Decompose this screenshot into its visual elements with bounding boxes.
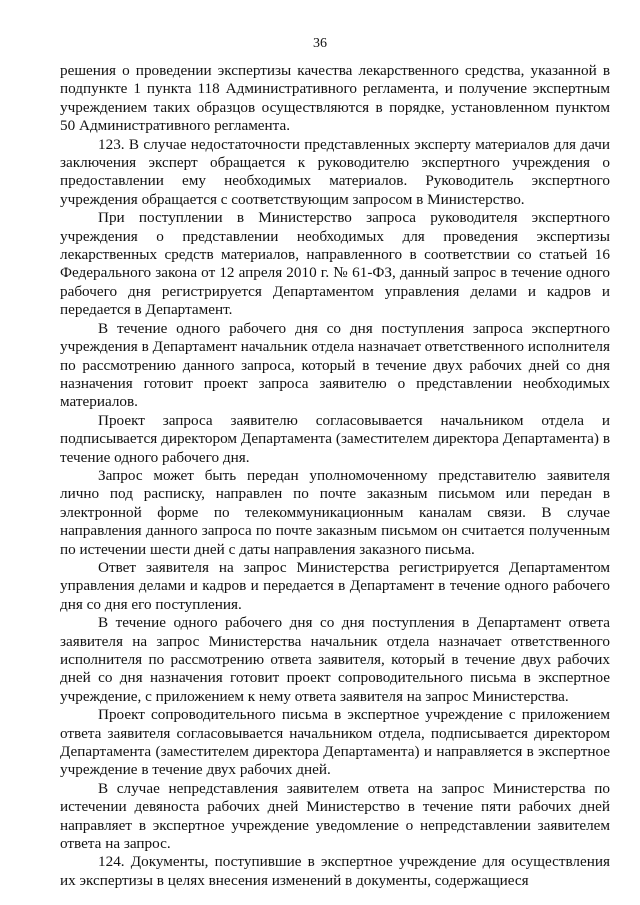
paragraph: Проект сопроводительного письма в экспертное учреждение с приложением ответа заявителя согласовывается начальником отдела, подписывается директором Департамента (заместителем директора Департамента) и направляется в экспертное учреждение в течение двух рабочих дней. — [60, 706, 610, 779]
paragraph: В течение одного рабочего дня со дня поступления в Департамент ответа заявителя на запрос Министерства начальник отдела назначает ответственного исполнителя по рассмотрению ответа заявителя, который в течение двух рабочих дней со дня назначения готовит проект сопроводительного письма в экспертное учреждение, с приложением к нему ответа заявителя на запрос Министерства. — [60, 614, 610, 705]
paragraph: Запрос может быть передан уполномоченному представителю заявителя лично под расписку, направлен по почте заказным письмом или передан в электронной форме по телекоммуникационным каналам связи. В случае направления данного запроса по почте заказным письмом он считается полученным по истечении шести дней с даты направления заказного письма. — [60, 466, 610, 558]
paragraph: Проект запроса заявителю согласовывается начальником отдела и подписывается директором Департамента (заместителем директора Департамента) в течение одного рабочего дня. — [60, 411, 610, 466]
page-number: 36 — [313, 36, 327, 51]
body-text — [60, 62, 610, 890]
paragraph: При поступлении в Министерство запроса руководителя экспертного учреждения о представлении необходимых для проведения экспертизы лекарственных средств материалов, направленного в соответствии со статьей 16 Федерального закона от 12 апреля 2010 г. № 61-ФЗ, данный запрос в течение одного рабочего дня регистрируется Департаментом управления делами и кадров и передается в Департамент. — [60, 209, 610, 319]
paragraph: Ответ заявителя на запрос Министерства регистрируется Департаментом управления делами и кадров и передается в Департамент в течение одного рабочего дня со дня его поступления. — [60, 558, 610, 613]
paragraph: В течение одного рабочего дня со дня поступления запроса экспертного учреждения в Департамент начальник отдела назначает ответственного исполнителя по рассмотрению данного запроса, который в течение двух рабочих дней со дня назначения готовит проект запроса заявителю о представлении необходимых материалов. — [60, 319, 610, 411]
paragraph-clause-124: 124. Документы, поступившие в экспертное учреждение для осуществления их экспертизы в целях внесения изменений в документы, содержащиеся — [60, 853, 610, 889]
paragraph-clause-123: 123. В случае недостаточности представленных эксперту материалов для дачи заключения эксперт обращается к руководителю экспертного учреждения о предоставлении ему необходимых материалов. Руководитель экспертного учреждения обращается с соответствующим запросом в Министерство. — [60, 135, 610, 208]
paragraph-continuation: решения о проведении экспертизы качества лекарственного средства, указанной в подпункте 1 пункта 118 Административного регламента, и получение экспертным учреждением таких образцов осуществляются в порядке, установленном пунктом 50 Административного регламента. — [60, 62, 610, 135]
paragraph: В случае непредставления заявителем ответа на запрос Министерства по истечении девяноста рабочих дней Министерство в течение пяти рабочих дней направляет в экспертное учреждение уведомление о непредставлении заявителем ответа на запрос. — [60, 779, 610, 853]
